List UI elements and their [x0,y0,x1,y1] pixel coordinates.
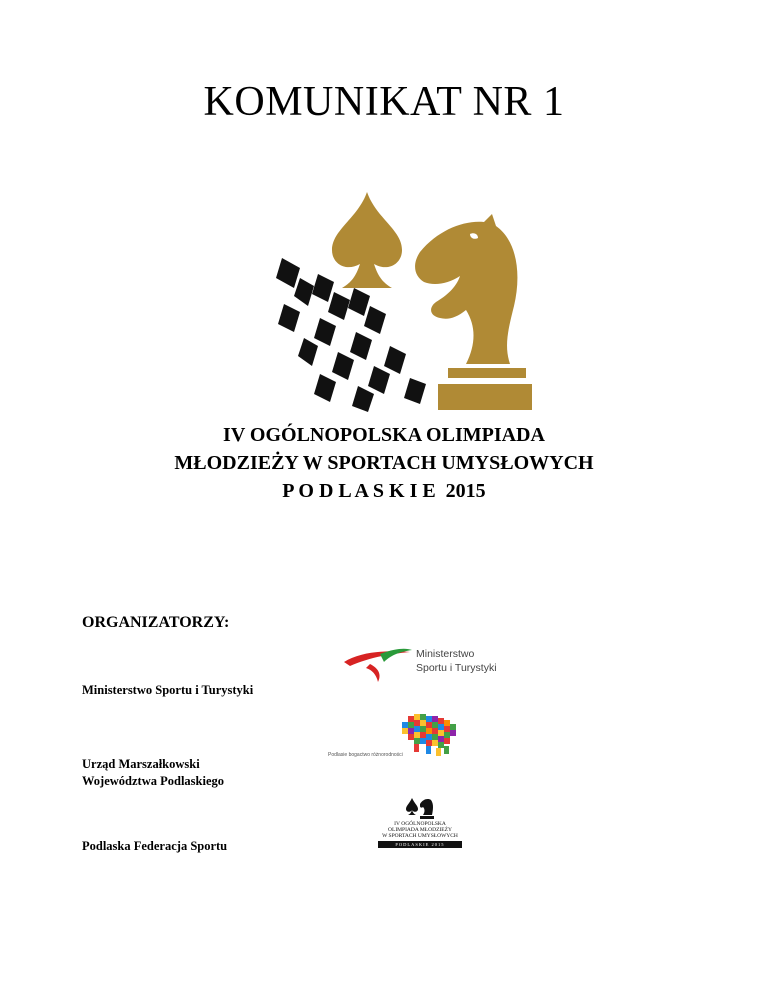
organizer-name: Urząd Marszałkowski [82,757,200,771]
page-title: KOMUNIKAT NR 1 [203,79,565,125]
ministry-swoosh-icon [340,640,414,686]
ministry-logo-line1: Ministerstwo [416,648,475,660]
ministry-logo [340,640,512,686]
subtitle-line-2: MŁODZIEŻY W SPORTACH UMYSŁOWYCH [174,452,594,474]
organizer-ministry [82,682,253,699]
organizer-name: Podlaska Federacja Sportu [82,839,228,853]
organizer-name: Województwa Podlaskiego [82,774,225,788]
podlaskie-caption: Podlasie bogactwo różnorodności [328,752,403,758]
spade-icon [332,192,402,288]
mini-knight-logo-icon [406,796,434,820]
organizers-heading: ORGANIZATORZY: [82,614,230,631]
knight-icon [415,214,517,364]
ministry-logo-line2: Sportu i Turystyki [416,662,497,674]
organizer-federacja [82,838,227,855]
olimpiada-logo-line3: W SPORTACH UMYSŁOWYCH [382,833,458,839]
olimpiada-logo [374,796,466,850]
organizer-urzad [82,756,224,790]
podlaskie-logo [322,710,472,766]
subtitle-line-1: IV OGÓLNOPOLSKA OLIMPIADA [223,424,545,446]
olimpiada-logo-line2: OLIMPIADA MŁODZIEŻY [387,827,452,833]
subtitle-line-3: P O D L A S K I E 2015 [282,480,486,502]
organizer-name: Ministerstwo Sportu i Turystyki [82,683,254,697]
olimpiada-logo-band: PODLASKIE 2015 [378,841,462,848]
olimpiada-logo-line1: IV OGÓLNOPOLSKA [394,821,446,827]
chess-knight-spade-logo [270,178,532,418]
